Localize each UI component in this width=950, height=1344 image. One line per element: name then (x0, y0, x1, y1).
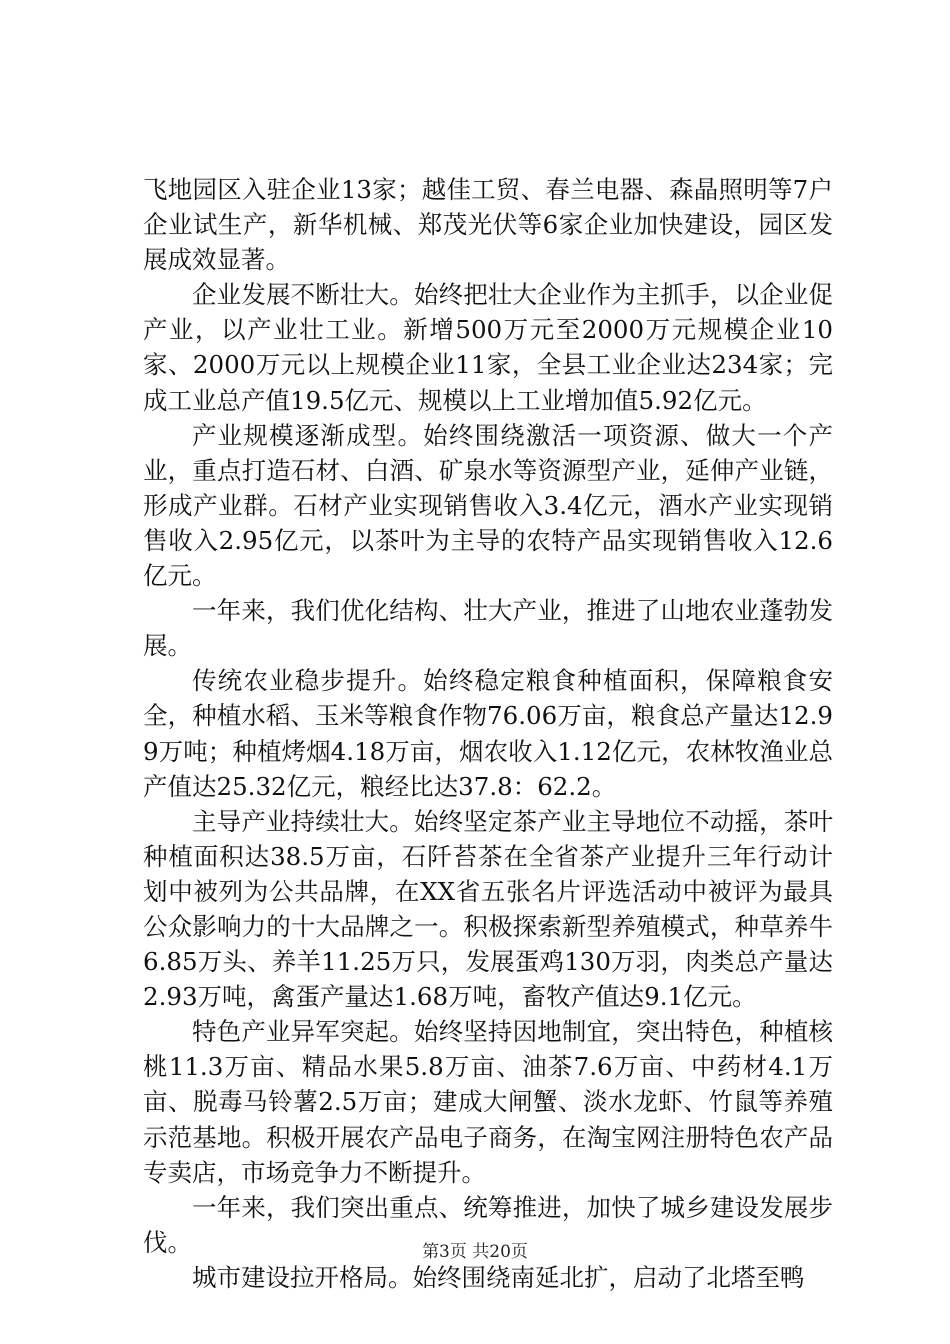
paragraph-industrial-park: 飞地园区入驻企业13家；越佳工贸、春兰电器、森晶照明等7户企业试生产，新华机械、郑茂光伏等6家企业加快建设，园区发展成效显著。 (143, 175, 833, 275)
paragraph-urban-rural-construction: 一年来，我们突出重点、统筹推进，加快了城乡建设发展步伐。 (143, 1192, 833, 1257)
page-number: 第3页 共20页 (422, 1242, 528, 1262)
document-body (143, 172, 833, 1295)
paragraph-special-industry: 特色产业异军突起。始终坚持因地制宜，突出特色，种植核桃11.3万亩、精品水果5.8万亩、油茶7.6万亩、中药材4.1万亩、脱毒马铃薯2.5万亩；建成大闸蟹、淡水龙虾、竹鼠等养殖示范基地。积极开展农产品电子商务，在淘宝网注册特色农产品专卖店，市场竞争力不断提升。 (143, 1017, 833, 1187)
paragraph-mountain-agriculture: 一年来，我们优化结构、壮大产业，推进了山地农业蓬勃发展。 (143, 596, 833, 661)
paragraph-leading-industry: 主导产业持续壮大。始终坚定茶产业主导地位不动摇，茶叶种植面积达38.5万亩，石阡苔茶在全省茶产业提升三年行动计划中被列为公共品牌，在XX省五张名片评选活动中被评为最具公众影响力的十大品牌之一。积极探索新型养殖模式，种草养牛6.85万头、养羊11.25万只，发展蛋鸡130万羽，肉类总产量达2.93万吨，禽蛋产量达1.68万吨，畜牧产值达9.1亿元。 (143, 806, 833, 1012)
paragraph-industry-scale: 产业规模逐渐成型。始终围绕激活一项资源、做大一个产业，重点打造石材、白酒、矿泉水等资源型产业，延伸产业链，形成产业群。石材产业实现销售收入3.4亿元，酒水产业实现销售收入2.95亿元，以茶叶为主导的农特产品实现销售收入12.6亿元。 (143, 420, 833, 591)
paragraph-enterprise-growth: 企业发展不断壮大。始终把壮大企业作为主抓手，以企业促产业，以产业壮工业。新增500万元至2000万元规模企业10家、2000万元以上规模企业11家，全县工业企业达234家；完成工业总产值19.5亿元、规模以上工业增加值5.92亿元。 (143, 280, 833, 415)
paragraph-city-construction: 城市建设拉开格局。始终围绕南延北扩，启动了北塔至鸭 (192, 1262, 805, 1292)
paragraph-traditional-agriculture: 传统农业稳步提升。始终稳定粮食种植面积，保障粮食安全，种植水稻、玉米等粮食作物76.06万亩，粮食总产量达12.99万吨；种植烤烟4.18万亩，烟农收入1.12亿元，农林牧渔业总产值达25.32亿元，粮经比达37.8：62.2。 (143, 666, 833, 801)
